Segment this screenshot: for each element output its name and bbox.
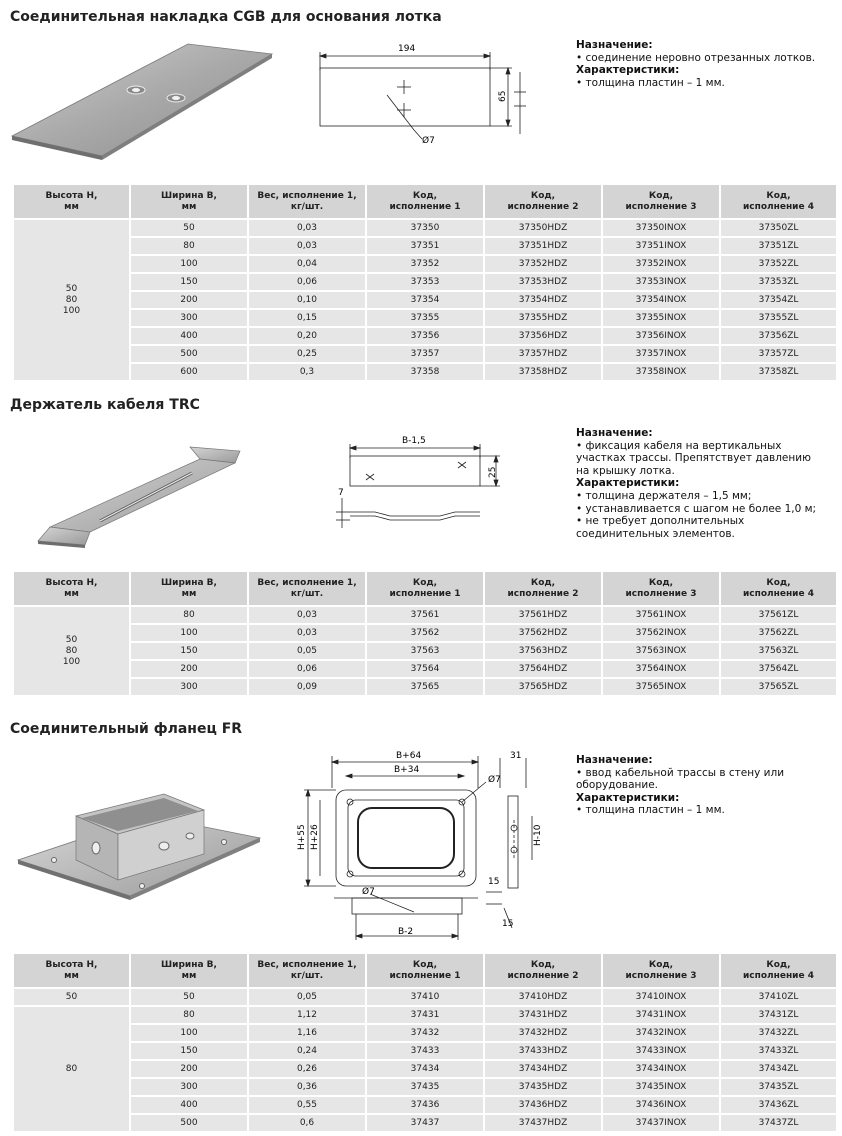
code-4-cell: 37565ZL bbox=[721, 679, 836, 695]
table-row bbox=[14, 1115, 836, 1131]
weight-cell: 0,10 bbox=[249, 292, 365, 308]
width-cell: 150 bbox=[131, 1043, 247, 1059]
table-row bbox=[14, 346, 836, 362]
code-2-cell: 37356HDZ bbox=[485, 328, 601, 344]
code-2-cell: 37561HDZ bbox=[485, 607, 601, 623]
width-cell: 80 bbox=[131, 607, 247, 623]
weight-cell: 0,04 bbox=[249, 256, 365, 272]
weight-cell: 0,55 bbox=[249, 1097, 365, 1113]
height-value: 80 bbox=[65, 294, 78, 305]
header-line: кг/шт. bbox=[290, 970, 324, 981]
code-2-cell: 37564HDZ bbox=[485, 661, 601, 677]
height-value: 80 bbox=[65, 645, 78, 656]
header-line: Вес, исполнение 1, bbox=[257, 190, 357, 201]
fr-description bbox=[576, 754, 838, 817]
code-1-cell: 37355 bbox=[367, 310, 483, 326]
height-value: 100 bbox=[62, 305, 81, 316]
code-1-cell: 37410 bbox=[367, 989, 483, 1005]
width-cell: 500 bbox=[131, 346, 247, 362]
code-2-cell: 37562HDZ bbox=[485, 625, 601, 641]
code-4-cell: 37351ZL bbox=[721, 238, 836, 254]
code-3-cell: 37562INOX bbox=[603, 625, 719, 641]
header-line: Код, bbox=[648, 959, 674, 970]
table-row bbox=[14, 1007, 836, 1023]
code-3-cell: 37358INOX bbox=[603, 364, 719, 380]
section-title-cgb: Соединительная накладка CGB для основания лотка bbox=[10, 9, 442, 25]
weight-cell: 0,6 bbox=[249, 1115, 365, 1131]
table-row bbox=[14, 1025, 836, 1041]
table-row bbox=[14, 1079, 836, 1095]
code-2-cell: 37354HDZ bbox=[485, 292, 601, 308]
characteristics-label: Характеристики: bbox=[576, 791, 680, 804]
code-1-cell: 37433 bbox=[367, 1043, 483, 1059]
weight-cell: 0,03 bbox=[249, 220, 365, 236]
characteristic-line: соединительных элементов. bbox=[576, 527, 735, 540]
table-row bbox=[14, 220, 836, 236]
fr-dim-inner-width: B+34 bbox=[394, 765, 420, 775]
trc-description bbox=[576, 427, 838, 540]
code-1-cell: 37431 bbox=[367, 1007, 483, 1023]
purpose-label: Назначение: bbox=[576, 427, 653, 439]
code-4-cell: 37355ZL bbox=[721, 310, 836, 326]
header-line: Ширина В, bbox=[161, 190, 217, 201]
code-2-cell: 37352HDZ bbox=[485, 256, 601, 272]
weight-cell: 0,24 bbox=[249, 1043, 365, 1059]
header-code-2 bbox=[485, 954, 601, 987]
code-4-cell: 37431ZL bbox=[721, 1007, 836, 1023]
fr-flange-illustration bbox=[14, 780, 264, 920]
code-4-cell: 37358ZL bbox=[721, 364, 836, 380]
height-group-cell bbox=[14, 989, 129, 1005]
code-2-cell: 37351HDZ bbox=[485, 238, 601, 254]
code-3-cell: 37355INOX bbox=[603, 310, 719, 326]
width-cell: 50 bbox=[131, 220, 247, 236]
code-1-cell: 37352 bbox=[367, 256, 483, 272]
table-row bbox=[14, 256, 836, 272]
header-height bbox=[14, 185, 129, 218]
fr-dim-lip: 15 bbox=[488, 877, 500, 887]
code-2-cell: 37431HDZ bbox=[485, 1007, 601, 1023]
fr-dim-outer-height: H+55 bbox=[297, 824, 307, 850]
code-4-cell: 37437ZL bbox=[721, 1115, 836, 1131]
width-cell: 50 bbox=[131, 989, 247, 1005]
header-code-1 bbox=[367, 954, 483, 987]
purpose-label: Назначение: bbox=[576, 754, 653, 766]
code-3-cell: 37563INOX bbox=[603, 643, 719, 659]
height-group-cell bbox=[14, 220, 129, 380]
header-line: исполнение 2 bbox=[507, 201, 579, 212]
code-3-cell: 37410INOX bbox=[603, 989, 719, 1005]
fr-dim-hole-bottom: Ø7 bbox=[362, 887, 375, 897]
purpose-line: • фиксация кабеля на вертикальных bbox=[576, 439, 782, 452]
width-cell: 80 bbox=[131, 238, 247, 254]
width-cell: 600 bbox=[131, 364, 247, 380]
code-3-cell: 37561INOX bbox=[603, 607, 719, 623]
code-2-cell: 37436HDZ bbox=[485, 1097, 601, 1113]
trc-dim-width: B-1,5 bbox=[402, 436, 426, 446]
weight-cell: 0,09 bbox=[249, 679, 365, 695]
weight-cell: 0,36 bbox=[249, 1079, 365, 1095]
header-line: Ширина В, bbox=[161, 577, 217, 588]
code-2-cell: 37358HDZ bbox=[485, 364, 601, 380]
code-2-cell: 37563HDZ bbox=[485, 643, 601, 659]
header-line: Высота Н, bbox=[45, 959, 98, 970]
code-1-cell: 37358 bbox=[367, 364, 483, 380]
characteristic-line: • толщина пластин – 1 мм. bbox=[576, 76, 725, 89]
purpose-label: Назначение: bbox=[576, 39, 653, 51]
header-code-4 bbox=[721, 954, 836, 987]
section-title-trc: Держатель кабеля TRC bbox=[10, 397, 200, 413]
code-1-cell: 37565 bbox=[367, 679, 483, 695]
cgb-technical-drawing bbox=[312, 40, 547, 152]
header-line: кг/шт. bbox=[290, 588, 324, 599]
cgb-dim-height: 65 bbox=[498, 90, 508, 102]
table-row bbox=[14, 310, 836, 326]
weight-cell: 1,16 bbox=[249, 1025, 365, 1041]
section-title-fr: Соединительный фланец FR bbox=[10, 721, 243, 737]
fr-dim-bottom-width: B-2 bbox=[398, 927, 414, 937]
header-line: Код, bbox=[412, 577, 438, 588]
fr-dim-inner-height: H+26 bbox=[310, 824, 320, 850]
header-width bbox=[131, 572, 247, 605]
header-line: исполнение 3 bbox=[625, 588, 697, 599]
header-line: мм bbox=[64, 970, 79, 981]
table-row bbox=[14, 238, 836, 254]
weight-cell: 0,20 bbox=[249, 328, 365, 344]
width-cell: 100 bbox=[131, 625, 247, 641]
header-line: мм bbox=[181, 970, 197, 981]
header-line: исполнение 1 bbox=[389, 201, 461, 212]
table-row bbox=[14, 607, 836, 623]
code-2-cell: 37565HDZ bbox=[485, 679, 601, 695]
table-row bbox=[14, 1097, 836, 1113]
header-line: Код, bbox=[766, 190, 791, 201]
code-3-cell: 37354INOX bbox=[603, 292, 719, 308]
header-weight bbox=[249, 572, 365, 605]
code-1-cell: 37351 bbox=[367, 238, 483, 254]
height-value: 50 bbox=[65, 991, 78, 1002]
header-weight bbox=[249, 185, 365, 218]
purpose-line: на крышку лотка. bbox=[576, 464, 675, 477]
purpose-line: оборудование. bbox=[576, 779, 658, 792]
header-code-2 bbox=[485, 572, 601, 605]
characteristics-label: Характеристики: bbox=[576, 64, 680, 77]
code-1-cell: 37562 bbox=[367, 625, 483, 641]
code-1-cell: 37563 bbox=[367, 643, 483, 659]
code-4-cell: 37410ZL bbox=[721, 989, 836, 1005]
header-line: исполнение 2 bbox=[507, 588, 579, 599]
code-1-cell: 37354 bbox=[367, 292, 483, 308]
header-line: кг/шт. bbox=[290, 201, 324, 212]
width-cell: 500 bbox=[131, 1115, 247, 1131]
code-1-cell: 37356 bbox=[367, 328, 483, 344]
code-1-cell: 37437 bbox=[367, 1115, 483, 1131]
purpose-line: • ввод кабельной трассы в стену или bbox=[576, 766, 785, 779]
header-line: исполнение 4 bbox=[743, 970, 814, 981]
header-line: Код, bbox=[648, 577, 674, 588]
header-height bbox=[14, 954, 129, 987]
code-3-cell: 37434INOX bbox=[603, 1061, 719, 1077]
header-line: Код, bbox=[412, 959, 438, 970]
width-cell: 300 bbox=[131, 1079, 247, 1095]
cgb-plate-illustration bbox=[10, 40, 275, 165]
code-3-cell: 37435INOX bbox=[603, 1079, 719, 1095]
trc-holder-illustration bbox=[30, 437, 248, 552]
width-cell: 80 bbox=[131, 1007, 247, 1023]
code-1-cell: 37435 bbox=[367, 1079, 483, 1095]
width-cell: 300 bbox=[131, 310, 247, 326]
header-width bbox=[131, 954, 247, 987]
header-line: Высота Н, bbox=[45, 577, 98, 588]
code-1-cell: 37432 bbox=[367, 1025, 483, 1041]
width-cell: 150 bbox=[131, 274, 247, 290]
characteristics-label: Характеристики: bbox=[576, 477, 680, 490]
table-row bbox=[14, 1061, 836, 1077]
header-line: исполнение 3 bbox=[625, 201, 697, 212]
code-3-cell: 37565INOX bbox=[603, 679, 719, 695]
code-1-cell: 37353 bbox=[367, 274, 483, 290]
code-2-cell: 37432HDZ bbox=[485, 1025, 601, 1041]
header-line: Код, bbox=[648, 190, 674, 201]
code-4-cell: 37436ZL bbox=[721, 1097, 836, 1113]
spec-table-fr bbox=[12, 952, 838, 1133]
code-4-cell: 37561ZL bbox=[721, 607, 836, 623]
width-cell: 100 bbox=[131, 256, 247, 272]
height-value: 80 bbox=[65, 1063, 78, 1074]
fr-dim-hole: Ø7 bbox=[488, 775, 501, 785]
header-line: исполнение 4 bbox=[743, 201, 814, 212]
characteristic-line: • устанавливается с шагом не более 1,0 м; bbox=[576, 502, 817, 515]
header-line: мм bbox=[181, 588, 197, 599]
characteristic-line: • не требует дополнительных bbox=[576, 515, 745, 528]
code-1-cell: 37436 bbox=[367, 1097, 483, 1113]
header-line: Код, bbox=[766, 959, 791, 970]
header-line: Код, bbox=[530, 190, 556, 201]
height-group-cell bbox=[14, 607, 129, 695]
cgb-dim-hole: Ø7 bbox=[422, 136, 435, 146]
code-4-cell: 37356ZL bbox=[721, 328, 836, 344]
header-code-3 bbox=[603, 954, 719, 987]
code-3-cell: 37431INOX bbox=[603, 1007, 719, 1023]
weight-cell: 0,06 bbox=[249, 661, 365, 677]
header-code-3 bbox=[603, 572, 719, 605]
fr-dim-lip-2: 15 bbox=[502, 919, 514, 929]
trc-technical-drawing bbox=[330, 432, 505, 532]
width-cell: 100 bbox=[131, 1025, 247, 1041]
code-2-cell: 37353HDZ bbox=[485, 274, 601, 290]
width-cell: 150 bbox=[131, 643, 247, 659]
header-line: исполнение 4 bbox=[743, 588, 814, 599]
cgb-description bbox=[576, 39, 838, 89]
width-cell: 200 bbox=[131, 1061, 247, 1077]
height-group-cell bbox=[14, 1007, 129, 1131]
code-3-cell: 37432INOX bbox=[603, 1025, 719, 1041]
code-4-cell: 37562ZL bbox=[721, 625, 836, 641]
fr-dim-side-height: H-10 bbox=[533, 824, 543, 846]
trc-dim-height: 25 bbox=[488, 466, 498, 478]
header-line: Код, bbox=[530, 577, 556, 588]
table-row bbox=[14, 292, 836, 308]
code-2-cell: 37350HDZ bbox=[485, 220, 601, 236]
header-code-4 bbox=[721, 185, 836, 218]
weight-cell: 0,25 bbox=[249, 346, 365, 362]
purpose-line: участках трассы. Препятствует давлению bbox=[576, 452, 811, 465]
code-3-cell: 37351INOX bbox=[603, 238, 719, 254]
header-line: Ширина В, bbox=[161, 959, 217, 970]
weight-cell: 0,03 bbox=[249, 238, 365, 254]
header-weight bbox=[249, 954, 365, 987]
header-line: Код, bbox=[766, 577, 791, 588]
characteristic-line: • толщина держателя – 1,5 мм; bbox=[576, 489, 752, 502]
trc-dim-depth: 7 bbox=[338, 488, 344, 498]
height-value: 50 bbox=[65, 283, 78, 294]
fr-technical-drawing bbox=[290, 748, 543, 948]
header-code-2 bbox=[485, 185, 601, 218]
code-1-cell: 37564 bbox=[367, 661, 483, 677]
code-3-cell: 37564INOX bbox=[603, 661, 719, 677]
width-cell: 200 bbox=[131, 292, 247, 308]
code-2-cell: 37355HDZ bbox=[485, 310, 601, 326]
header-line: Высота Н, bbox=[45, 190, 98, 201]
header-width bbox=[131, 185, 247, 218]
code-2-cell: 37357HDZ bbox=[485, 346, 601, 362]
code-4-cell: 37357ZL bbox=[721, 346, 836, 362]
header-line: Вес, исполнение 1, bbox=[257, 577, 357, 588]
code-1-cell: 37561 bbox=[367, 607, 483, 623]
code-4-cell: 37433ZL bbox=[721, 1043, 836, 1059]
header-line: исполнение 1 bbox=[389, 588, 461, 599]
header-line: Вес, исполнение 1, bbox=[257, 959, 357, 970]
weight-cell: 0,03 bbox=[249, 625, 365, 641]
cgb-dim-width: 194 bbox=[398, 44, 416, 54]
characteristic-line: • толщина пластин – 1 мм. bbox=[576, 804, 725, 817]
code-4-cell: 37350ZL bbox=[721, 220, 836, 236]
height-value: 100 bbox=[62, 656, 81, 667]
code-4-cell: 37353ZL bbox=[721, 274, 836, 290]
spec-table-trc bbox=[12, 570, 838, 697]
width-cell: 300 bbox=[131, 679, 247, 695]
spec-table-cgb bbox=[12, 183, 838, 382]
code-2-cell: 37433HDZ bbox=[485, 1043, 601, 1059]
header-line: исполнение 2 bbox=[507, 970, 579, 981]
code-1-cell: 37350 bbox=[367, 220, 483, 236]
header-line: Код, bbox=[412, 190, 438, 201]
table-row bbox=[14, 274, 836, 290]
weight-cell: 0,26 bbox=[249, 1061, 365, 1077]
width-cell: 200 bbox=[131, 661, 247, 677]
code-4-cell: 37434ZL bbox=[721, 1061, 836, 1077]
weight-cell: 0,05 bbox=[249, 989, 365, 1005]
code-3-cell: 37350INOX bbox=[603, 220, 719, 236]
code-3-cell: 37433INOX bbox=[603, 1043, 719, 1059]
table-row bbox=[14, 1043, 836, 1059]
fr-dim-depth: 31 bbox=[510, 751, 522, 761]
code-1-cell: 37357 bbox=[367, 346, 483, 362]
header-code-3 bbox=[603, 185, 719, 218]
width-cell: 400 bbox=[131, 328, 247, 344]
code-3-cell: 37437INOX bbox=[603, 1115, 719, 1131]
code-3-cell: 37352INOX bbox=[603, 256, 719, 272]
header-code-1 bbox=[367, 572, 483, 605]
code-3-cell: 37436INOX bbox=[603, 1097, 719, 1113]
code-3-cell: 37356INOX bbox=[603, 328, 719, 344]
code-4-cell: 37435ZL bbox=[721, 1079, 836, 1095]
weight-cell: 1,12 bbox=[249, 1007, 365, 1023]
code-1-cell: 37434 bbox=[367, 1061, 483, 1077]
header-code-4 bbox=[721, 572, 836, 605]
height-value: 50 bbox=[65, 634, 78, 645]
code-4-cell: 37563ZL bbox=[721, 643, 836, 659]
table-row bbox=[14, 328, 836, 344]
table-row bbox=[14, 643, 836, 659]
header-code-1 bbox=[367, 185, 483, 218]
weight-cell: 0,05 bbox=[249, 643, 365, 659]
code-4-cell: 37352ZL bbox=[721, 256, 836, 272]
code-2-cell: 37437HDZ bbox=[485, 1115, 601, 1131]
code-2-cell: 37434HDZ bbox=[485, 1061, 601, 1077]
weight-cell: 0,3 bbox=[249, 364, 365, 380]
header-line: мм bbox=[64, 588, 79, 599]
header-line: исполнение 3 bbox=[625, 970, 697, 981]
table-row bbox=[14, 364, 836, 380]
weight-cell: 0,03 bbox=[249, 607, 365, 623]
weight-cell: 0,06 bbox=[249, 274, 365, 290]
header-line: мм bbox=[181, 201, 197, 212]
header-line: Код, bbox=[530, 959, 556, 970]
header-height bbox=[14, 572, 129, 605]
code-3-cell: 37353INOX bbox=[603, 274, 719, 290]
code-2-cell: 37435HDZ bbox=[485, 1079, 601, 1095]
table-row bbox=[14, 989, 836, 1005]
weight-cell: 0,15 bbox=[249, 310, 365, 326]
purpose-line: • соединение неровно отрезанных лотков. bbox=[576, 51, 816, 64]
header-line: мм bbox=[64, 201, 79, 212]
code-4-cell: 37564ZL bbox=[721, 661, 836, 677]
code-4-cell: 37354ZL bbox=[721, 292, 836, 308]
table-row bbox=[14, 661, 836, 677]
code-2-cell: 37410HDZ bbox=[485, 989, 601, 1005]
table-row bbox=[14, 625, 836, 641]
code-4-cell: 37432ZL bbox=[721, 1025, 836, 1041]
fr-dim-outer-width: B+64 bbox=[396, 751, 422, 761]
code-3-cell: 37357INOX bbox=[603, 346, 719, 362]
header-line: исполнение 1 bbox=[389, 970, 461, 981]
table-row bbox=[14, 679, 836, 695]
width-cell: 400 bbox=[131, 1097, 247, 1113]
